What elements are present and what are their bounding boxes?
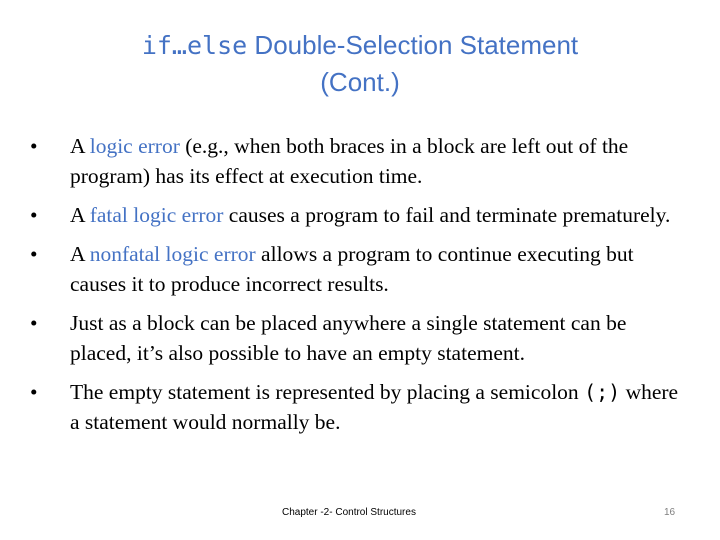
bullet-text: allows a program to continue executing but causes it to produce incorrect results.	[70, 242, 634, 296]
bullet-marker: •	[30, 203, 38, 227]
bullet-text: Just as a block can be placed anywhere a single statement can be placed, it’s also possible to have an empty statement.	[70, 311, 627, 365]
bullet-marker: •	[30, 134, 38, 158]
bullet-marker: •	[30, 242, 38, 266]
bullet-item	[30, 200, 690, 230]
bullet-item	[30, 239, 690, 299]
highlighted-term: fatal logic error	[89, 203, 224, 227]
bullet-text: A	[70, 134, 90, 158]
page-number: 16	[664, 507, 676, 518]
bullet-text: The empty statement is represented by placing a semicolon	[70, 380, 585, 404]
bullet-list	[30, 131, 690, 446]
slide-title	[40, 27, 680, 100]
slide-title-code: if…else	[141, 31, 248, 60]
bullet-marker: •	[30, 380, 38, 404]
bullet-item	[30, 308, 690, 368]
slide-title-text: Double-Selection Statement	[247, 30, 579, 60]
footer-chapter: Chapter -2- Control Structures	[282, 507, 416, 518]
inline-code: (;)	[584, 380, 621, 404]
bullet-text: (e.g., when both braces in a block are left out of the program) has its effect at execution time.	[70, 134, 629, 188]
bullet-marker: •	[30, 311, 38, 335]
bullet-item	[30, 131, 690, 191]
highlighted-term: nonfatal logic error	[89, 242, 256, 266]
slide-title-line-2: (Cont.)	[320, 67, 400, 97]
bullet-text: A	[70, 242, 90, 266]
bullet-text: A	[70, 203, 90, 227]
bullet-text: where a statement would normally be.	[70, 380, 679, 434]
bullet-text: causes a program to fail and terminate prematurely.	[223, 203, 671, 227]
slide-title-line-1	[40, 27, 680, 64]
bullet-item	[30, 377, 690, 437]
highlighted-term: logic error	[89, 134, 180, 158]
